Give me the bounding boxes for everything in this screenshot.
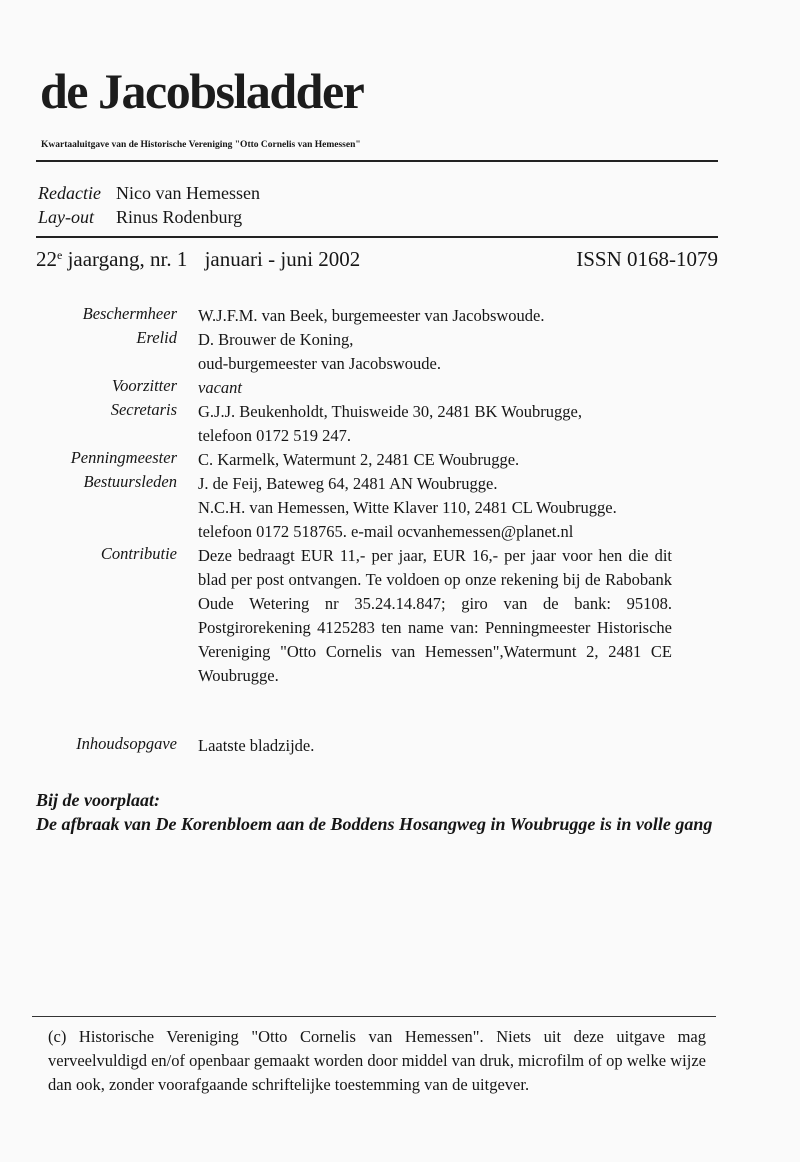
value-beschermheer: W.J.F.M. van Beek, burgemeester van Jacobswoude. — [198, 306, 545, 325]
label-beschermheer: Beschermheer — [82, 304, 177, 323]
label-bestuursleden: Bestuursleden — [83, 472, 177, 491]
masthead-subtitle: Kwartaaluitgave van de Historische Vereniging "Otto Cornelis van Hemessen" — [41, 140, 361, 150]
label-contributie: Contributie — [100, 544, 177, 563]
value-contributie: Deze bedraagt EUR 11,- per jaar, EUR 16,- per jaar voor hen die dit blad per post ontvangen. Te voldoen op onze rekening bij de Rabobank Oude Wetering nr 35.24.14.847; giro van de bank: 95108. Postgirorekening 4125283 ten name van: Penningmeester Historische Vereniging "Otto Cornelis van Hemessen",Watermunt 2, 2481 CE Woubrugge. — [198, 546, 672, 685]
voorplaat-heading: Bij de voorplaat: — [36, 790, 160, 810]
credits-divider — [36, 236, 718, 238]
issue-period: januari - juni 2002 — [204, 247, 361, 271]
voorplaat-text: De afbraak van De Korenbloem aan de Boddens Hosangweg in Woubrugge is in volle gang — [36, 814, 713, 834]
value-erelid: D. Brouwer de Koning, oud-burgemeester van Jacobswoude. — [198, 330, 441, 373]
value-penningmeester: C. Karmelk, Watermunt 2, 2481 CE Woubrugge. — [198, 450, 520, 469]
copyright-notice: (c) Historische Vereniging "Otto Cornelis van Hemessen". Niets uit deze uitgave mag verveelvuldigd en/of openbaar gemaakt worden door middel van druk, microfilm of op welke wijze dan ook, zonder voorafgaande schriftelijke toestemming van de uitgever. — [48, 1027, 706, 1094]
value-inhoudsopgave: Laatste bladzijde. — [198, 736, 315, 755]
credit-value: Nico van Hemessen — [116, 183, 260, 203]
credit-label: Redactie — [38, 183, 101, 203]
value-bestuursleden: J. de Feij, Bateweg 64, 2481 AN Woubrugge. N.C.H. van Hemessen, Witte Klaver 110, 2481 CL Woubrugge. telefoon 0172 518765. e-mail ocvanhemessen@planet.nl — [198, 474, 617, 541]
value-secretaris: G.J.J. Beukenholdt, Thuisweide 30, 2481 BK Woubrugge, telefoon 0172 519 247. — [198, 402, 582, 445]
issue-issn: ISSN 0168-1079 — [576, 247, 718, 271]
label-penningmeester: Penningmeester — [70, 448, 177, 467]
footer-divider — [32, 1016, 716, 1017]
credit-label: Lay-out — [38, 207, 94, 227]
credit-redactie — [38, 183, 260, 204]
issue-volume: 22e jaargang, nr. 1 januari - juni 2002 — [36, 247, 361, 271]
label-secretaris: Secretaris — [110, 400, 177, 419]
value-voorzitter: vacant — [198, 378, 242, 397]
masthead-divider — [36, 160, 718, 162]
credit-layout — [38, 207, 242, 228]
page-title: de Jacobsladder — [40, 63, 364, 119]
credit-value: Rinus Rodenburg — [116, 207, 243, 227]
label-voorzitter: Voorzitter — [111, 376, 177, 395]
label-erelid: Erelid — [136, 328, 177, 347]
label-inhoudsopgave: Inhoudsopgave — [76, 734, 177, 753]
issue-info — [36, 247, 718, 272]
